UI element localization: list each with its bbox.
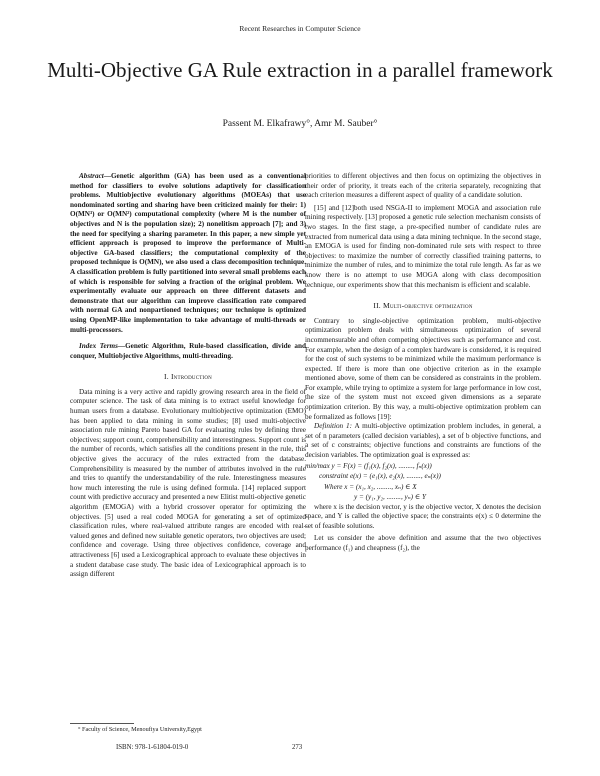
index-terms-text: —Genetic Algorithm, Rule-based classification, divide and conquer, Multiobjective Algorithms, multi-threading. — [70, 342, 307, 360]
isbn: ISBN: 978-1-61804-019-0 — [116, 744, 189, 751]
equation-constraint: constraint e(x) = (e₁(x), e₂(x), ........, eₙ(x)) — [319, 472, 441, 481]
equation-objective: min/max y = F(x) = (f₁(x), f₂(x), ........, fₙ(x)) — [305, 461, 432, 470]
abstract-label: Abstract — [79, 172, 104, 180]
left-column — [70, 172, 306, 580]
related-work-paragraph: [15] and [12]both used NSGA-II to implement MOGA and association rule mining respectively. [13] proposed a genetic rule selection mechanism consists of two stages. In the first stage, a pre-specified number of candidate rules are extracted from numerical data using a data mining technique. In the second stage, an EMOGA is used for finding non-dominated rule sets with respect to three objectives: to maximize the number of correctly classified training patterns, to minimize the number of rules, and to minimize the total rule length. As far as we know there is no attempt to use MOGA along with class decomposition technique, our experiments show that this mechanism is efficient and scalable. — [305, 203, 541, 289]
abstract-text: —Genetic algorithm (GA) has been used as a conventional method for classifiers to evolve solutions adaptively for classification problems. Multiobjective evolutionary algorithms (MOEAs) that use nondominated sorting and sharing have been criticized mainly for their: 1) O(MN³) or O(MN²) computational complexity (where M is the number of objectives and N is the population size); 2) nonelitism approach [7]; and 3) the need for specifying a sharing parameter. In this paper, a new simple yet efficient approach is proposed to improve the performance of Multi-objective GA-based classifiers; the computational complexity of the proposed technique is O(MN), we also used a class decomposition technique. A classification problem is fully partitioned into several small problems each of which is responsible for solving a fraction of the original problem. We experimentally evaluate our approach on three different datasets and demonstrate that our algorithm can improve classification rate compared with normal GA and nonpartioned techniques; our technique is optimized using OpenMP-like implementation to take advantage of multi-threads or multi-processors. — [70, 172, 306, 334]
continued-paragraph: priorities to different objectives and then focus on optimizing the objectives in their order of priority, it treats each of the criteria separately, recognizing that each criterion measures a different aspect of quality of a candidate solution. — [305, 172, 541, 200]
right-column — [305, 172, 541, 554]
index-terms — [70, 342, 306, 361]
definition-text: A multi-objective optimization problem includes, in general, a set of n parameters (called decision variables), a set of b objective functions, and a set of c constraints; objective functions and constraints are functions of the decision variables. The optimization goal is expressed as: — [305, 422, 541, 460]
last-paragraph: Let us consider the above definition and assume that the two objectives performance (f₁) and cheapness (f₂), the — [305, 534, 541, 552]
page-number: 273 — [292, 744, 303, 751]
index-terms-label: Index Terms — [79, 342, 118, 351]
abstract — [70, 172, 306, 335]
moo-heading: II. Multi-objective optimization — [373, 301, 473, 311]
paper-title: Multi-Objective GA Rule extraction in a parallel framework — [47, 58, 553, 82]
authors: Passent M. Elkafrawy°, Amr M. Sauber° — [222, 119, 378, 129]
moo-paragraph: Contrary to single-objective optimization problem, multi-objective optimization problem deals with simultaneous optimization of several incommensurable and often competing objectives such as performance and cost. For example, when the design of a complex hardware is considered, it is required for the cost of such systems to be minimized while the maximum performance is expected. If there is more than one objective criterion as in the example mentioned above, some of them can be considered as constraints in the problem. For example, while trying to optimize a system for large performance in low cost, the size of the system must not exceed given dimensions as a separate optimization criterion. By this way, a multi-objective optimization problem can be formalized as follows [19]: — [305, 316, 541, 421]
definition-label: Definition 1: — [314, 422, 352, 431]
running-head: Recent Researches in Computer Science — [239, 24, 361, 33]
definition-paragraph — [305, 422, 541, 460]
intro-paragraph: Data mining is a very active and rapidly growing research area in the field of computer science. The task of data mining is to extract useful knowledge for human users from a database. Evolutionary multiobjective optimization (EMO) has been applied to data mining in some studies; [8] used multi-objective association rule mining Pareto based GA for evaluating rules by defining three objectives; support count, comprehensibility and interestingness. Support count is the number of records, which satisfies all the conditions present in the rule, this objective gives the accuracy of the rules extracted from the database. Comprehensibility is measured by the number of attributes involved in the rule and tries to quantify the understandability of the rule. Interestingness measures how much interesting the rule is using defined formula. [14] replaced support count with predictive accuracy and presented a new Elitist multi-objective genetic algorithm (EMOGA) with a hybrid crossover operator for optimizing the objectives. [5] used a real coded MOGA for generating a set of optimized classification rules, where real-valued attribute ranges are encoded with real-valued genes and defined new suitable genetic operators, two objectives are used; confidence and coverage. Using three objectives confidence, coverage and attractiveness [6] used a Lexicographical approach to evaluate these objectives in a student database case study. The basic idea of Lexicographical approach is to assign different — [70, 387, 306, 579]
equation-explanation: where x is the decision vector, y is the objective vector, X denotes the decision space, and Y is called the objective space; the constraints e(x) ≤ 0 determine the set of feasible solutions. — [305, 502, 541, 530]
intro-heading: I. Introduction — [164, 372, 212, 382]
footnote-rule — [70, 723, 134, 724]
equation-objective-vector: y = (y₁, y₂, ........, yₙ) ∈ Y — [354, 493, 426, 502]
footnote: ° Faculty of Science, Menoufiya University,Egypt — [78, 726, 202, 733]
equation-decision-vector: Where x = (x₁, x₂, ........, xₙ) ∈ X — [324, 482, 417, 491]
